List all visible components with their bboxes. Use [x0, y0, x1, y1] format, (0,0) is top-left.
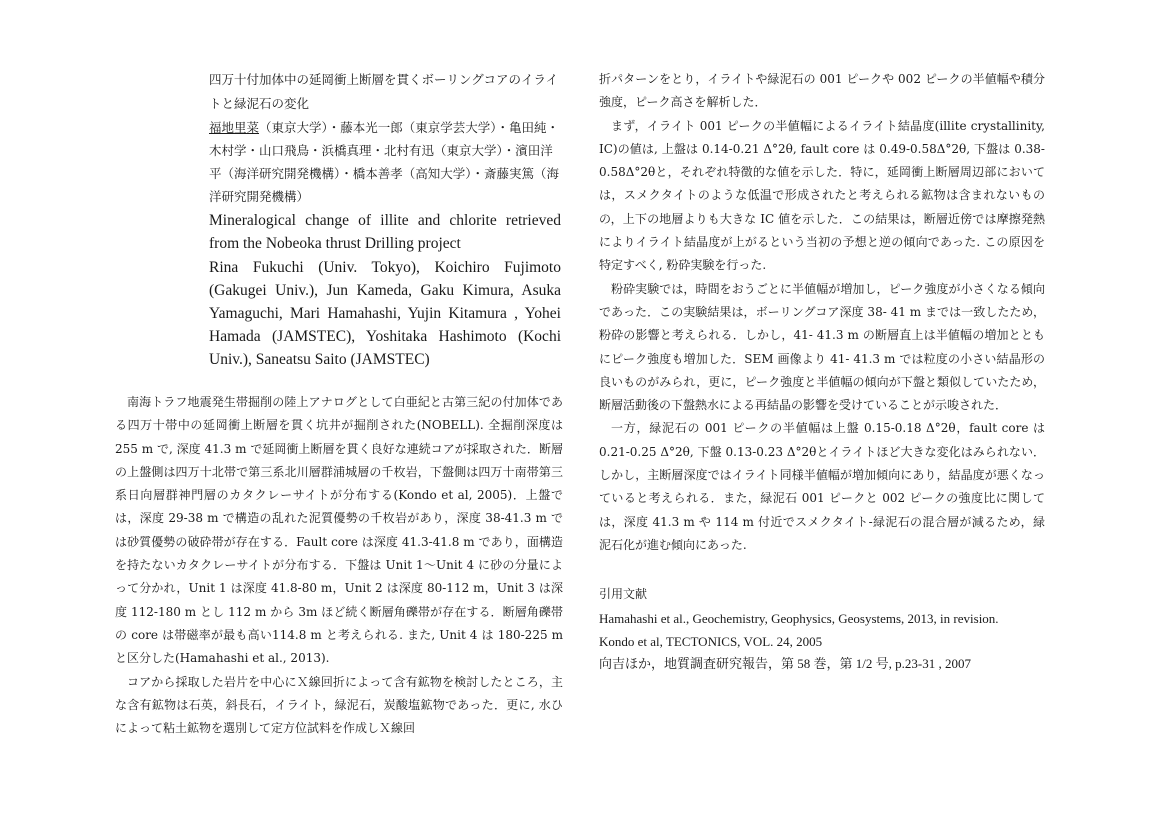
- body-paragraph-continued: 折パターンをとり，イライトや緑泥石の 001 ピークや 002 ピークの半値幅や積分強度，ピーク高さを解析した．: [599, 72, 1045, 110]
- body-paragraph: 南海トラフ地震発生帯掘削の陸上アナログとして白亜紀と古第三紀の付加体である四万十帯中の延岡衝上断層を貫く坑井が掘削された(NOBELL). 全掘削深度は 255 m で, 深度 41.3 m で延岡衝上断層を貫く良好な連続コアが採取された．断層の上盤側は四万十北帯で第三系北川層群浦城層の千枚岩，下盤側は四万十南帯第三系日向層群神門層のカタクレーサイトが分布する(Kondo et al, 2005)．上盤では，深度 29-38 m で構造の乱れた泥質優勢の千枚岩があり，深度 38-41.3 m では砂質優勢の破砕帯が存在する．Fault core は深度 41.3-41.8 m であり，面構造を持たないカタクレーサイトが分布する．下盤は Unit 1〜Unit 4 に砂の分量によって分かれ，Unit 1 は深度 41.8-80 m，Unit 2 は深度 80-112 m，Unit 3 は深度 112-180 m とし 112 m から 3m ほど続く断層角礫帯が存在する．断層角礫帯の core は帯磁率が最も高い114.8 m と考えられる. また, Unit 4 は 180-225 m と区分した(Hamahashi et al., 2013).: [115, 395, 563, 666]
- body-paragraph: コアから採取した岩片を中心にＸ線回折によって含有鉱物を検討したところ，主な含有鉱物は石英，斜長石，イライト，緑泥石，炭酸塩鉱物であった．更に, 水ひによって粘土鉱物を選別して定方位試料を作成しＸ線回: [115, 674, 563, 736]
- right-column: [599, 68, 1045, 676]
- reference-item: Hamahashi et al., Geochemistry, Geophysics, Geosystems, 2013, in revision.: [599, 611, 999, 627]
- english-authors: Rina Fukuchi (Univ. Tokyo), Koichiro Fujimoto (Gakugei Univ.), Jun Kameda, Gaku Kimura, Asuka Yamaguchi, Mari Hamahashi, Yujin Kitamura , Yohei Hamada (JAMSTEC), Yoshitaka Hashimoto (Kochi Univ.), Saneatsu Saito (JAMSTEC): [209, 259, 561, 368]
- japanese-authors: [209, 116, 561, 208]
- references-heading: 引用文献: [599, 587, 648, 602]
- left-column: [115, 68, 563, 740]
- body-paragraph: 一方，緑泥石の 001 ピークの半値幅は上盤 0.15-0.18 Δ°2θ，fault core は 0.21-0.25 Δ°2θ, 下盤 0.13‐0.23 Δ°2θとイライトほど大きな変化はみられない．しかし，主断層深度ではイライト同様半値幅が増加傾向にあり，結晶度が悪くなっていると考えられる．また，緑泥石 001 ピークと 002 ピークの強度比に関しては，深度 41.3 m や 114 m 付近でスメクタイト-緑泥石の混合層が減るため，緑泥石化が進む傾向にあった.: [599, 421, 1045, 552]
- japanese-title: 四万十付加体中の延岡衝上断層を貫くボーリングコアのイライトと緑泥石の変化: [209, 72, 559, 111]
- reference-item: 向吉ほか，地質調査研究報告，第 58 巻，第 1/2 号, p.23-31 , 2007: [599, 656, 971, 672]
- body-paragraph: 粉砕実験では，時間をおうごとに半値幅が増加し，ピーク強度が小さくなる傾向であった．この実験結果は，ボーリングコア深度 38- 41 m までは一致したため，粉砕の影響と考えられる．しかし，41- 41.3 m の断層直上は半値幅の増加とともにピーク強度も増加した．SEM 画像より 41- 41.3 m では粒度の小さい結晶形の良いものがみられ，更に，ピーク強度と半値幅の傾向が下盤と類似していたため，断層活動後の下盤熱水による再結晶の影響を受けていることが示唆された．: [599, 281, 1045, 413]
- reference-item: Kondo et al, TECTONICS, VOL. 24, 2005: [599, 633, 823, 649]
- abstract-header: [209, 68, 561, 371]
- body-paragraph: まず，イライト 001 ピークの半値幅によるイライト結晶度(illite crystallinity, IC)の値は, 上盤は 0.14‐0.21 Δ°2θ, fault core は 0.49‐0.58Δ°2θ, 下盤は 0.38‐0.58Δ°2θと，それぞれ特徴的な値を示した．特に，延岡衝上断層周辺部においては，スメクタイトのような低温で形成されたと考えられる鉱物は含まれないものの，上下の地層よりも大きな IC 値を示した．この結果は，断層近傍では摩擦発熱によりイライト結晶度が上がるという当初の予想と逆の傾向であった. この原因を特定すべく, 粉砕実験を行った.: [599, 118, 1045, 273]
- presenter-name: 福地里菜: [209, 120, 260, 135]
- japanese-authors-rest: （東京大学）・藤本光一郎（東京学芸大学）・亀田純・木村学・山口飛鳥・浜橋真理・北村有迅（東京大学）・濱田洋平（海洋研究開発機構）・橋本善孝（高知大学）・斎藤実篤（海洋研究開発機構）: [209, 120, 560, 204]
- english-title: Mineralogical change of illite and chlorite retrieved from the Nobeoka thrust Drilling project: [209, 212, 561, 252]
